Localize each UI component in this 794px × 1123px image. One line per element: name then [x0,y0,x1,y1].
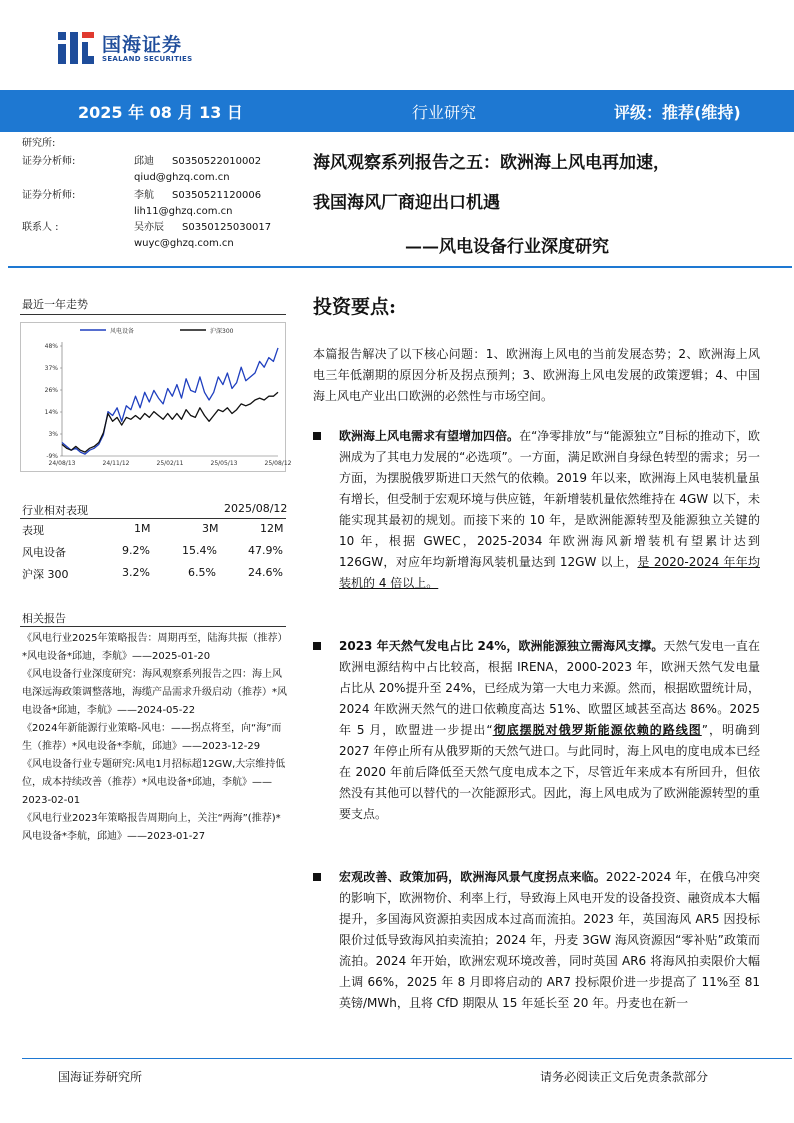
col-header: 1M [134,522,151,535]
analyst-email[interactable]: lih11@ghzq.com.cn [134,206,233,217]
x-tick-label: 25/05/13 [210,460,238,467]
y-tick-label: 26% [44,387,58,394]
related-report-item[interactable]: 《风电设备行业深度研究：海风观察系列报告之四：海上风电深远海政策调整落地，海缆产品需求升级启动（推荐）*风电设备*邱迪，李航》——2024-05-22 [22,669,287,716]
bullet-square-icon [313,642,321,650]
analyst-name: 李航 [134,190,154,201]
y-tick-label: 3% [48,431,58,438]
legend-label: 沪深300 [210,328,234,335]
col-header: 12M [260,522,284,535]
performance-heading: 行业相对表现 [22,504,88,517]
point-1-highlight: 是 2020-2024 年年均装机的 4 倍以上。 [339,555,760,590]
analyst-cert: S0350521120006 [172,190,262,201]
related-report-item[interactable]: 《风电行业2023年策略报告周期向上，关注“两海”(推荐)*风电设备*李航，邱迪》——2023-01-27 [22,813,281,842]
related-heading: 相关报告 [22,612,66,625]
contact-cert: S0350125030017 [182,222,272,233]
section-divider [20,314,286,315]
y-tick-label: 14% [44,409,58,416]
related-report-item[interactable]: 《2024年新能源行业策略-风电：——拐点将至，向“海”而生（推荐）*风电设备*李航，邱迪》——2023-12-29 [22,723,282,752]
header-divider [8,266,792,268]
y-tick-label: -9% [46,453,58,460]
related-report-item[interactable]: 《风电设备行业专题研究:风电1月招标超12GW,大宗维持低位，成本持续改善（推荐）*风电设备*邱迪，李航》——2023-02-01 [22,759,286,806]
report-subtitle: ——风电设备行业深度研究 [405,237,609,257]
contact-email[interactable]: wuyc@ghzq.com.cn [134,238,234,249]
report-category: 行业研究 [412,103,477,122]
point-3-heading: 宏观改善、政策加码，欧洲海风景气度拐点来临。 [339,870,606,884]
point-2-body-cont: ”，明确到 2027 年停止所有从俄罗斯的天然气进口。与此同时，海上风电的度电成本已经在 2020 年前后降低至天然气度电成本之下，尽管近年来成本有所回升，但依然没有其他可以替代的一次能源形式。因此，海上风电成为了欧洲能源转型的重要支点。 [339,723,761,821]
cell-3m: 6.5% [188,566,216,579]
intro-paragraph: 本篇报告解决了以下核心问题：1、欧洲海上风电的当前发展态势；2、欧洲海上风电三年低潮期的原因分析及拐点预判；3、欧洲海上风电发展的政策逻辑；4、中国海上风电产业出口欧洲的必然性与市场空间。 [313,347,760,403]
performance-row [22,544,288,563]
report-title-line2: 我国海风厂商迎出口机遇 [313,193,500,213]
brand-name: 国海证券 [102,34,183,56]
contact-name: 吴亦辰 [134,222,164,233]
point-1-body: 在“净零排放”与“能源独立”目标的推动下，欧洲成为了其电力发展的“必选项”。一方面，满足欧洲自身绿色转型的需求；另一方面，为摆脱俄罗斯进口天然气的依赖。2019 年以来，欧洲海上风电装机量虽有增长，但受制于宏观环境与供应链，年新增装机量依然维持在 4GW 以下，未能实现其最初的规划。而接下来的 10 年，是欧洲能源转型及能源独立关键的 10 年，根据 GWEC，2025-2034 年欧洲海风新增装机有望累计达到 126GW，对应年均新增海风装机量达到 12GW 以上， [339,429,760,569]
performance-row [22,566,288,585]
trend-chart [20,322,292,472]
series-line-csi300 [62,392,278,452]
point-2-heading: 2023 年天然气发电占比 24%，欧洲能源独立需海风支撑。 [339,639,664,653]
col-header: 表现 [22,524,44,537]
trend-heading: 最近一年走势 [22,298,88,311]
y-tick-label: 48% [44,343,58,350]
header-band [0,90,794,132]
cell-3m: 15.4% [182,544,217,557]
x-tick-label: 25/02/11 [156,460,184,467]
cell-12m: 47.9% [248,544,283,557]
point-1-heading: 欧洲海上风电需求有望增加四倍。 [339,429,520,443]
footer-left: 国海证券研究所 [58,1070,143,1084]
bullet-square-icon [313,873,321,881]
series-line-wind-equipment [62,348,278,454]
section-divider [20,626,286,627]
cell-1m: 3.2% [122,566,150,579]
related-report-item[interactable]: 《风电行业2025年策略报告：周期再至，陆海共振（推荐）*风电设备*邱迪，李航》——2025-01-20 [22,633,288,662]
y-tick-label: 37% [44,365,58,372]
brand-name-en: SEALAND SECURITIES [102,55,193,63]
analyst-role: 证券分析师: [22,190,76,201]
analyst-role: 证券分析师: [22,156,76,167]
report-title-line1: 海风观察系列报告之五：欧洲海上风电再加速， [313,153,670,173]
x-tick-label: 24/11/12 [102,460,130,467]
point-1 [339,426,760,594]
performance-header-row [22,522,288,541]
related-list [22,630,290,846]
section-divider [20,518,286,519]
analyst-cert: S0350522010002 [172,156,262,167]
x-tick-label: 25/08/12 [264,460,292,467]
roadmap-link[interactable]: 彻底摆脱对俄罗斯能源依赖的路线图 [492,723,702,737]
footer-disclaimer: 请务必阅读正文后免责条款部分 [540,1070,709,1084]
row-label: 风电设备 [22,546,66,559]
point-2-body: 天然气发电一直在欧洲电源结构中占比较高，根据 IRENA，2000-2023 年，欧洲天然气发电量占比从 20%提升至 24%，已经成为第一大电力来源。然而，根据欧盟统计局，2024 年欧洲天然气的进口依赖度高达 51%、欧盟区域甚至高达 86%。2025 年 5 月，欧盟进一步提出“ [339,639,760,737]
point-3-body: 2022-2024 年，在俄乌冲突的影响下，欧洲物价、利率上行，导致海上风电开发的设备投资、融资成本大幅提升，多国海风资源拍卖因成本过高而流拍。2023 年，英国海风 AR5 因投标限价过低导致海风拍卖流拍；2024 年，丹麦 3GW 海风资源因“零补贴”政策而流拍。2024 年开始，欧洲宏观环境改善，同时英国 AR6 将海风拍卖限价大幅上调 66%，2025 年 8 月即将启动的 AR7 投标限价进一步提高了 11%至 81 英镑/MWh，且将 CfD 期限从 15 年延长至 20 年。丹麦也在新一 [339,870,760,1010]
footer-divider [22,1058,792,1059]
point-2 [339,636,760,825]
cell-1m: 9.2% [122,544,150,557]
col-header: 3M [202,522,219,535]
point-3 [339,867,760,1014]
investment-heading: 投资要点: [313,296,397,318]
x-tick-label: 24/08/13 [48,460,76,467]
chart-frame [21,323,286,472]
logo-mark-icon [56,28,96,68]
bullet-square-icon [313,432,321,440]
analyst-email[interactable]: qiud@ghzq.com.cn [134,172,230,183]
report-date: 2025 年 08 月 13 日 [78,103,243,122]
analyst-name: 邱迪 [134,156,154,167]
performance-date: 2025/08/12 [224,502,288,515]
company-logo [56,28,206,68]
institute-label: 研究所: [22,138,56,149]
legend-label: 风电设备 [110,328,135,335]
report-rating: 评级：推荐(维持) [614,103,741,122]
cell-12m: 24.6% [248,566,283,579]
contact-role: 联系人 : [22,222,59,233]
row-label: 沪深 300 [22,568,69,581]
